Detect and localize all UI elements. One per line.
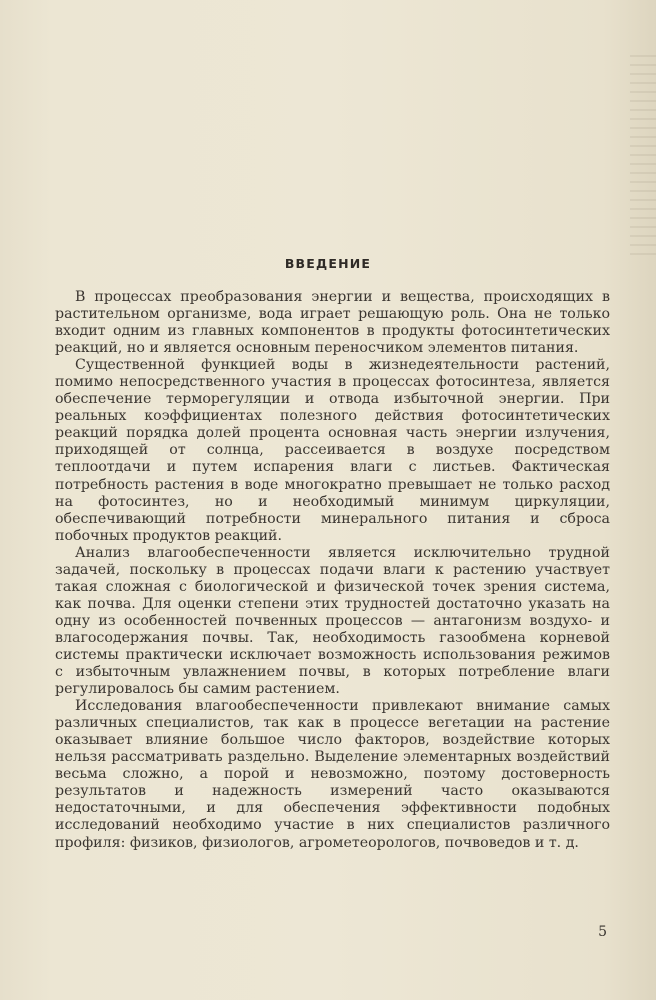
show-through-text xyxy=(630,55,656,255)
chapter-heading: ВВЕДЕНИЕ xyxy=(284,256,372,271)
page-number: 5 xyxy=(598,924,607,940)
paragraph-2: Существенной функцией воды в жизнедеятельности растений, помимо непосредственного участия в процессах фотосинтеза, является обеспечение терморегуляции и отвода избыточной энергии. При реальных коэффициентах полезного действия фотосинтетических реакций порядка долей процента основная часть энергии излучения, приходящей от солнца, рассеивается в воздухе посредством теплоотдачи и путем испарения влаги с листьев. Фактическая потребность растения в воде многократно превышает не только расход на фотосинтез, но и необходимый минимум циркуляции, обеспечивающий потребности минерального питания и сброса побочных продуктов реакций. xyxy=(55,357,610,544)
paragraph-3: Анализ влагообеспеченности является исключительно трудной задачей, поскольку в процессах подачи влаги к растению участвует такая сложная с биологической и физической точек зрения система, как почва. Для оценки степени этих трудностей достаточно указать на одну из особенностей почвенных процессов — антагонизм воздухо- и влагосодержания почвы. Так, необходимость газообмена корневой системы практически исключает возможность использования режимов с избыточным увлажнением почвы, в которых потребление влаги регулировалось бы самим растением. xyxy=(55,544,610,698)
paragraph-4: Исследования влагообеспеченности привлекают внимание самых различных специалистов, так как в процессе вегетации на растение оказывает влияние большое число факторов, воздействие которых нельзя рассматривать раздельно. Выделение элементарных воздействий весьма сложно, а порой и невозможно, поэтому достоверность результатов и надежность измерений часто оказываются недостаточными, и для обеспечения эффективности подобных исследований необходимо участие в них специалистов различного профиля: физиков, физиологов, агрометеорологов, почвоведов и т. д. xyxy=(55,698,610,851)
paragraph-1: В процессах преобразования энергии и вещества, происходящих в растительном организме, вода играет решающую роль. Она не только входит одним из главных компонентов в продукты фотосинтетических реакций, но и является основным переносчиком элементов питания. xyxy=(55,289,610,357)
body-text xyxy=(55,289,610,852)
